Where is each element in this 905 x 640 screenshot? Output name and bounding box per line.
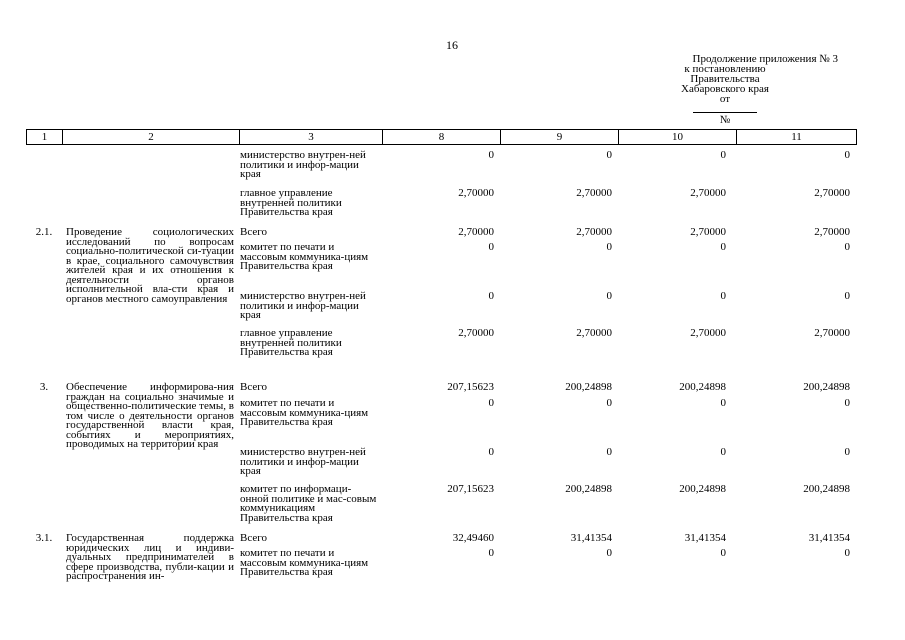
funding-source: комитет по печати и массовым коммуника-циям Правительства края [240, 547, 369, 578]
value-col-9: 200,24898 [565, 381, 612, 393]
value-col-10: 31,41354 [684, 532, 726, 544]
value-col-8: 32,49460 [452, 532, 494, 544]
item-number: 3.1. [35, 532, 53, 544]
value-col-10: 0 [720, 547, 726, 559]
value-col-9: 2,70000 [576, 187, 612, 199]
column-header: 2 [63, 130, 240, 145]
funding-source: Всего [240, 532, 267, 544]
item-description: Обеспечение информирова-ния граждан на социально значимые и общественно-политические темы, в том числе о деятельности органов государственной власти края, событиях и мероприятиях, проводимых на территории края [66, 381, 234, 450]
column-header: 10 [619, 130, 737, 145]
value-col-9: 0 [606, 290, 612, 302]
value-col-11: 2,70000 [814, 226, 850, 238]
value-col-9: 2,70000 [576, 226, 612, 238]
funding-source: министерство внутрен-ней политики и инфор-мации края [240, 290, 366, 321]
value-col-11: 0 [844, 446, 850, 458]
value-col-8: 0 [488, 149, 494, 161]
value-col-11: 0 [844, 397, 850, 409]
value-col-11: 200,24898 [803, 483, 850, 495]
signature-line [612, 94, 838, 125]
value-col-9: 2,70000 [576, 327, 612, 339]
value-col-10: 0 [720, 446, 726, 458]
funding-source: Всего [240, 226, 267, 238]
appendix-line-3: Правительства [690, 73, 760, 85]
value-col-10: 2,70000 [690, 226, 726, 238]
value-col-11: 0 [844, 547, 850, 559]
value-col-8: 0 [488, 446, 494, 458]
item-description: Государственная поддержка юридических лиц и индиви-дуальных предпринимателей в сфере производства, публи-кации и распространения ин- [66, 532, 234, 582]
value-col-10: 0 [720, 290, 726, 302]
appendix-title: Продолжение приложения № 3 [692, 53, 838, 65]
value-col-11: 0 [844, 290, 850, 302]
value-col-9: 0 [606, 397, 612, 409]
column-header: 11 [737, 130, 857, 145]
value-col-9: 200,24898 [565, 483, 612, 495]
funding-source: Всего [240, 381, 267, 393]
column-header-row [27, 130, 857, 145]
value-col-8: 2,70000 [458, 327, 494, 339]
value-col-8: 207,15623 [447, 483, 494, 495]
funding-source: комитет по печати и массовым коммуника-циям Правительства края [240, 241, 369, 272]
value-col-9: 31,41354 [570, 532, 612, 544]
value-col-11: 2,70000 [814, 187, 850, 199]
value-col-8: 0 [488, 241, 494, 253]
value-col-11: 0 [844, 149, 850, 161]
funding-source: министерство внутрен-ней политики и инфор-мации края [240, 446, 366, 477]
appendix-line-2: к постановлению [684, 63, 766, 75]
value-col-10: 200,24898 [679, 381, 726, 393]
value-col-8: 207,15623 [447, 381, 494, 393]
page-number: 16 [446, 38, 458, 52]
value-col-11: 31,41354 [808, 532, 850, 544]
value-col-9: 0 [606, 241, 612, 253]
funding-source: комитет по информаци-онной политике и мас-совым коммуникациям Правительства края [240, 483, 377, 524]
funding-source: главное управление внутренней политики Правительства края [240, 187, 342, 218]
column-header: 9 [501, 130, 619, 145]
funding-source: главное управление внутренней политики Правительства края [240, 327, 342, 358]
from-label: от [719, 93, 731, 105]
number-label: № [719, 114, 731, 126]
value-col-8: 2,70000 [458, 226, 494, 238]
value-col-10: 2,70000 [690, 187, 726, 199]
value-col-9: 0 [606, 149, 612, 161]
value-col-9: 0 [606, 446, 612, 458]
column-header-table [26, 129, 857, 145]
item-number: 2.1. [35, 226, 53, 238]
value-col-8: 0 [488, 290, 494, 302]
value-col-8: 2,70000 [458, 187, 494, 199]
funding-source: комитет по печати и массовым коммуника-циям Правительства края [240, 397, 369, 428]
value-col-10: 0 [720, 149, 726, 161]
item-number: 3. [39, 381, 49, 393]
value-col-11: 0 [844, 241, 850, 253]
item-description: Проведение социологических исследований по вопросам социально-политической си-туации в крае, социального самочувствия жителей края и их отношения к деятельности органов исполнительной вла-сти края и органов местного самоуправления [66, 226, 234, 305]
date-blank [693, 104, 757, 113]
value-col-9: 0 [606, 547, 612, 559]
funding-source: министерство внутрен-ней политики и инфор-мации края [240, 149, 366, 180]
column-header: 1 [27, 130, 63, 145]
value-col-11: 200,24898 [803, 381, 850, 393]
column-header: 3 [240, 130, 383, 145]
value-col-10: 2,70000 [690, 327, 726, 339]
value-col-10: 0 [720, 241, 726, 253]
value-col-8: 0 [488, 397, 494, 409]
value-col-11: 2,70000 [814, 327, 850, 339]
appendix-line-4: Хабаровского края [681, 83, 769, 95]
value-col-10: 0 [720, 397, 726, 409]
appendix-header [612, 54, 838, 125]
column-header: 8 [383, 130, 501, 145]
value-col-10: 200,24898 [679, 483, 726, 495]
value-col-8: 0 [488, 547, 494, 559]
